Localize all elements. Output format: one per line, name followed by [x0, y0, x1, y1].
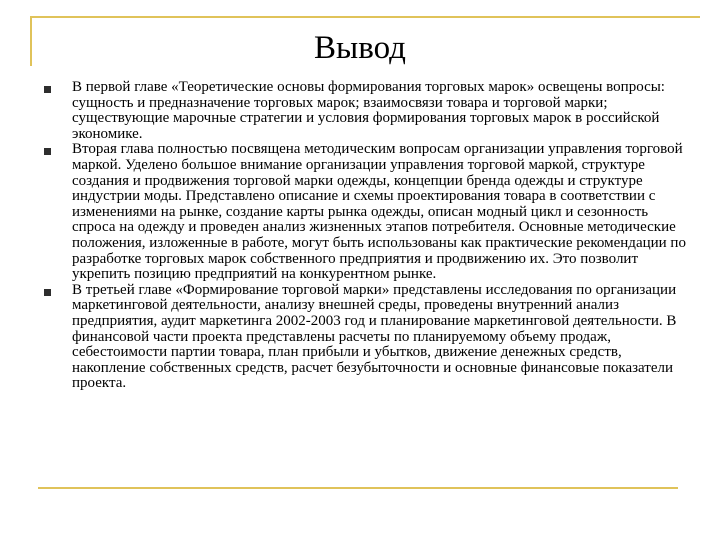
bullet-text: В первой главе «Теоретические основы формирования торговых марок» освещены вопросы: сущность и предназначение торговых марок; взаимосвязи товара и торговой марки; существующие марочные стратегии и условия формирования торговых марок в российской экономике. — [72, 79, 665, 142]
bullet-item-chapter-3 — [44, 283, 694, 392]
bullet-item-chapter-2 — [44, 142, 694, 282]
square-bullet-icon — [44, 148, 51, 155]
bullet-text: Вторая глава полностью посвящена методическим вопросам организации управления торговой маркой. Уделено большое внимание организации управления торговой маркой, структуре создания и продвижения торговой марки одежды, концепции бренда одежды и структуре индустрии моды. Представлено описание и схемы проектирования товара в соответствии с изменениями на рынке, создание карты рынка одежды, описан модный цикл и сезонность спроса на одежду и проведен анализ жизненных этапов потребителя. Основные методические положения, изложенные в работе, могут быть использованы как практические рекомендации по разработке торговых марок собственного предприятия и продвижению их. Это позволит укрепить позицию предприятий на конкурентном рынке. — [72, 141, 686, 283]
bullet-list — [44, 80, 694, 392]
square-bullet-icon — [44, 86, 51, 93]
frame-horizontal-line — [30, 16, 700, 18]
slide-title: Вывод — [314, 30, 406, 66]
bottom-rule-line — [38, 487, 678, 489]
square-bullet-icon — [44, 289, 51, 296]
bullet-item-chapter-1 — [44, 80, 694, 142]
bullet-text: В третьей главе «Формирование торговой марки» представлены исследования по организации маркетинговой деятельности, анализу внешней среды, проведены внутренний анализ предприятия, аудит маркетинга 2002-2003 год и планирование маркетинговой деятельности. В финансовой части проекта представлены расчеты по планируемому объему продаж, себестоимости партии товара, план прибыли и убытков, движение денежных средств, накопление собственных средств, расчет безубыточности и основные финансовые показатели проекта. — [72, 281, 677, 392]
